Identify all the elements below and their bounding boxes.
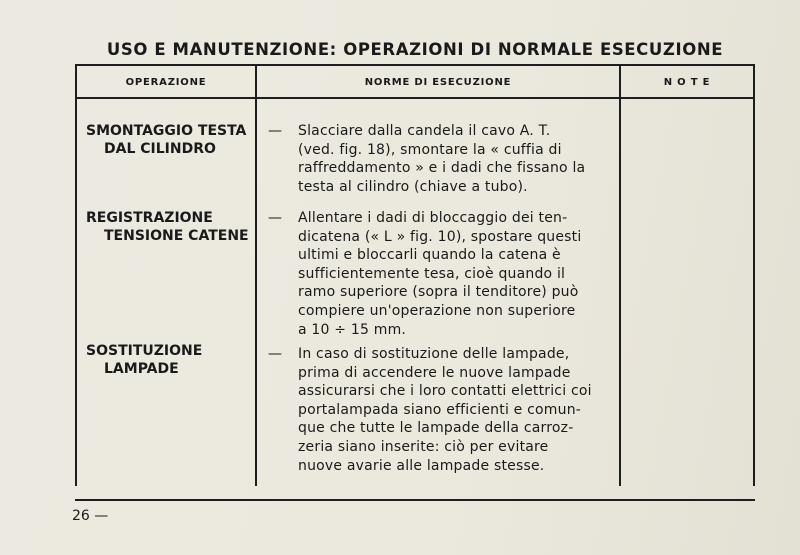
norm-registrazione [268,209,608,339]
norm-line: Slacciare dalla candela il cavo A. T. [298,123,551,139]
norm-line: prima di accendere le nuove lampade [298,364,571,381]
page-number: 26 — [72,508,109,524]
norm-line: Allentare i dadi di bloccaggio dei ten- [298,210,568,226]
norm-line: portalampada siano efficienti e comun- [298,401,582,418]
operation-smontaggio [78,122,253,158]
norm-line: testa al cilindro (chiave a tubo). [298,178,528,195]
dash-mark: — [268,123,283,139]
operation-line: DAL CILINDRO [104,141,216,157]
table-bottom-border [75,499,755,501]
norm-line: (ved. fig. 18), smontare la « cuffia di [298,141,562,158]
norm-sostituzione [268,345,608,475]
operation-registrazione [78,209,253,245]
header-bottom-border [75,97,755,99]
table-left-border [75,64,77,486]
norm-line: In caso di sostituzione delle lampade, [298,346,570,362]
operation-line: SMONTAGGIO TESTA [86,123,247,139]
norm-line: ramo superiore (sopra il tenditore) può [298,284,579,301]
dash-mark: — [268,210,283,226]
norm-line: sufficientemente tesa, cioè quando il [298,265,566,282]
operation-line: LAMPADE [104,361,179,377]
norm-smontaggio [268,122,608,196]
norm-line: compiere un'operazione non superiore [298,302,576,319]
dash-mark: — [268,346,283,362]
norm-line: nuove avarie alle lampade stesse. [298,457,545,474]
norm-line: a 10 ÷ 15 mm. [298,321,407,338]
norm-line: zeria siano inserite: ciò per evitare [298,438,549,455]
operation-line: REGISTRAZIONE [86,210,213,226]
column-divider-1 [255,64,257,486]
header-operazione: OPERAZIONE [125,77,207,88]
operation-line: TENSIONE CATENE [104,228,249,244]
header-note: N O T E [663,77,711,88]
operation-line: SOSTITUZIONE [86,343,203,359]
norm-line: dicatena (« L » fig. 10), spostare questi [298,228,582,245]
norm-line: que che tutte le lampade della carroz- [298,420,574,437]
column-divider-2 [619,64,621,486]
header-norme: NORME DI ESECUZIONE [364,77,512,88]
norm-line: assicurarsi che i loro contatti elettrici coi [298,383,592,400]
norm-line: ultimi e bloccarli quando la catena è [298,247,561,264]
table-top-border [75,64,755,66]
page-title: USO E MANUTENZIONE: OPERAZIONI DI NORMALE ESECUZIONE [106,40,724,59]
operation-sostituzione [78,342,253,378]
norm-line: raffreddamento » e i dadi che fissano la [298,160,586,177]
table-right-border [753,64,755,486]
